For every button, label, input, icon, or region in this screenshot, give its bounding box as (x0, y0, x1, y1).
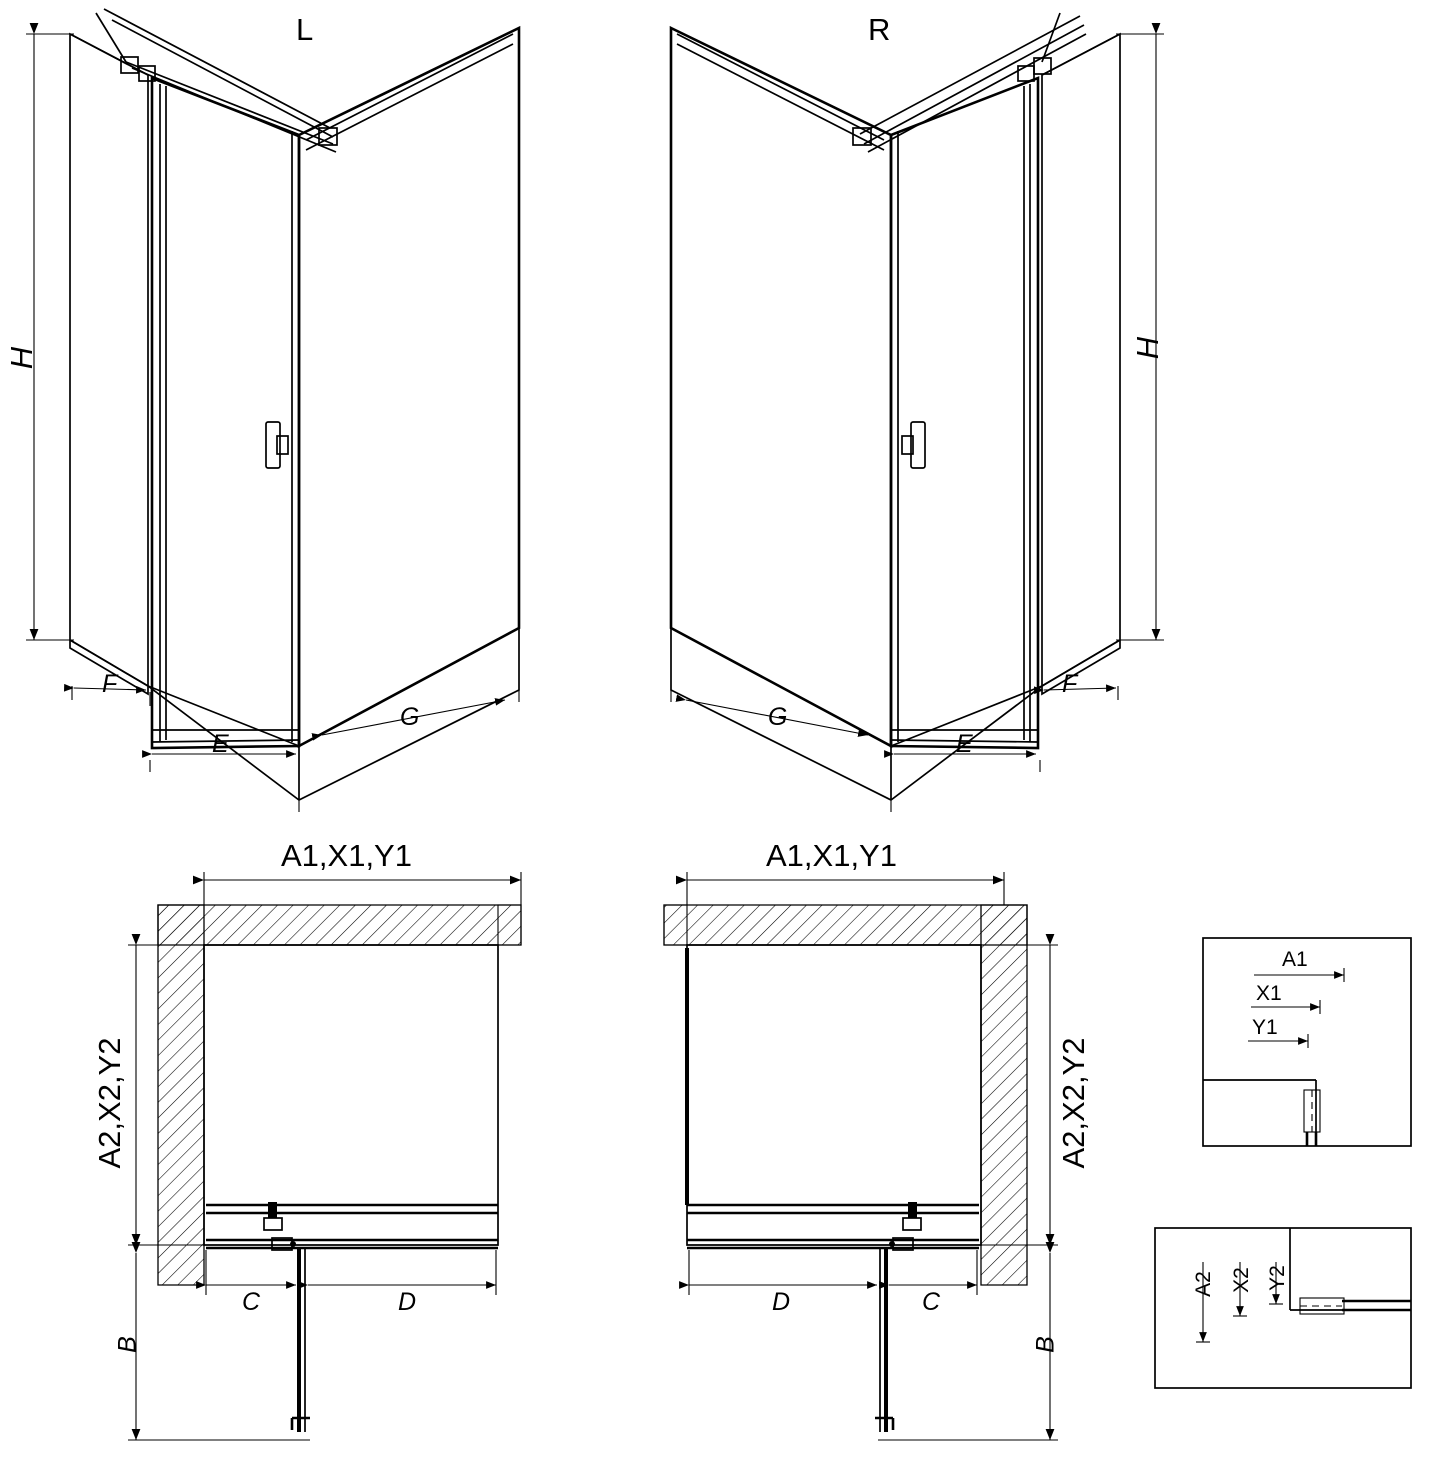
detail-bottom-label-y2: Y2 (1266, 1265, 1289, 1291)
detail-top-label-x1: X1 (1256, 982, 1282, 1005)
dim-door-right: E (956, 730, 973, 758)
dim-width-chain-right: A1,X1,Y1 (766, 838, 897, 873)
dim-seg-d-left: D (398, 1288, 417, 1316)
plan-view-left (128, 872, 521, 1440)
dim-door-open-right: B (1031, 1336, 1060, 1353)
dim-side-panel-left: F (102, 670, 118, 698)
view-title-right: R (868, 12, 891, 47)
dim-door-left: E (212, 730, 229, 758)
detail-bottom-label-a2: A2 (1192, 1271, 1215, 1297)
dim-fixed-left: G (400, 703, 420, 731)
dim-depth-chain-right: A2,X2,Y2 (1056, 1037, 1091, 1169)
detail-top-label-a1: A1 (1282, 948, 1308, 971)
detail-top-label-y1: Y1 (1252, 1016, 1278, 1039)
dim-seg-c-right: C (922, 1288, 941, 1316)
detail-bottom-label-x2: X2 (1230, 1267, 1253, 1293)
dim-side-panel-right: F (1062, 670, 1078, 698)
dim-fixed-right: G (768, 703, 788, 731)
dim-height-right: H (1130, 336, 1165, 360)
view-title-left: L (296, 12, 314, 47)
dim-seg-d-right: D (772, 1288, 791, 1316)
dim-depth-chain-left: A2,X2,Y2 (92, 1037, 127, 1169)
dim-seg-c-left: C (242, 1288, 261, 1316)
dim-width-chain-left: A1,X1,Y1 (281, 838, 412, 873)
dim-height-left: H (4, 346, 39, 370)
iso-view-left (26, 9, 519, 812)
dim-door-open-left: B (113, 1336, 142, 1353)
iso-view-right (671, 13, 1164, 812)
plan-view-right (664, 872, 1058, 1440)
